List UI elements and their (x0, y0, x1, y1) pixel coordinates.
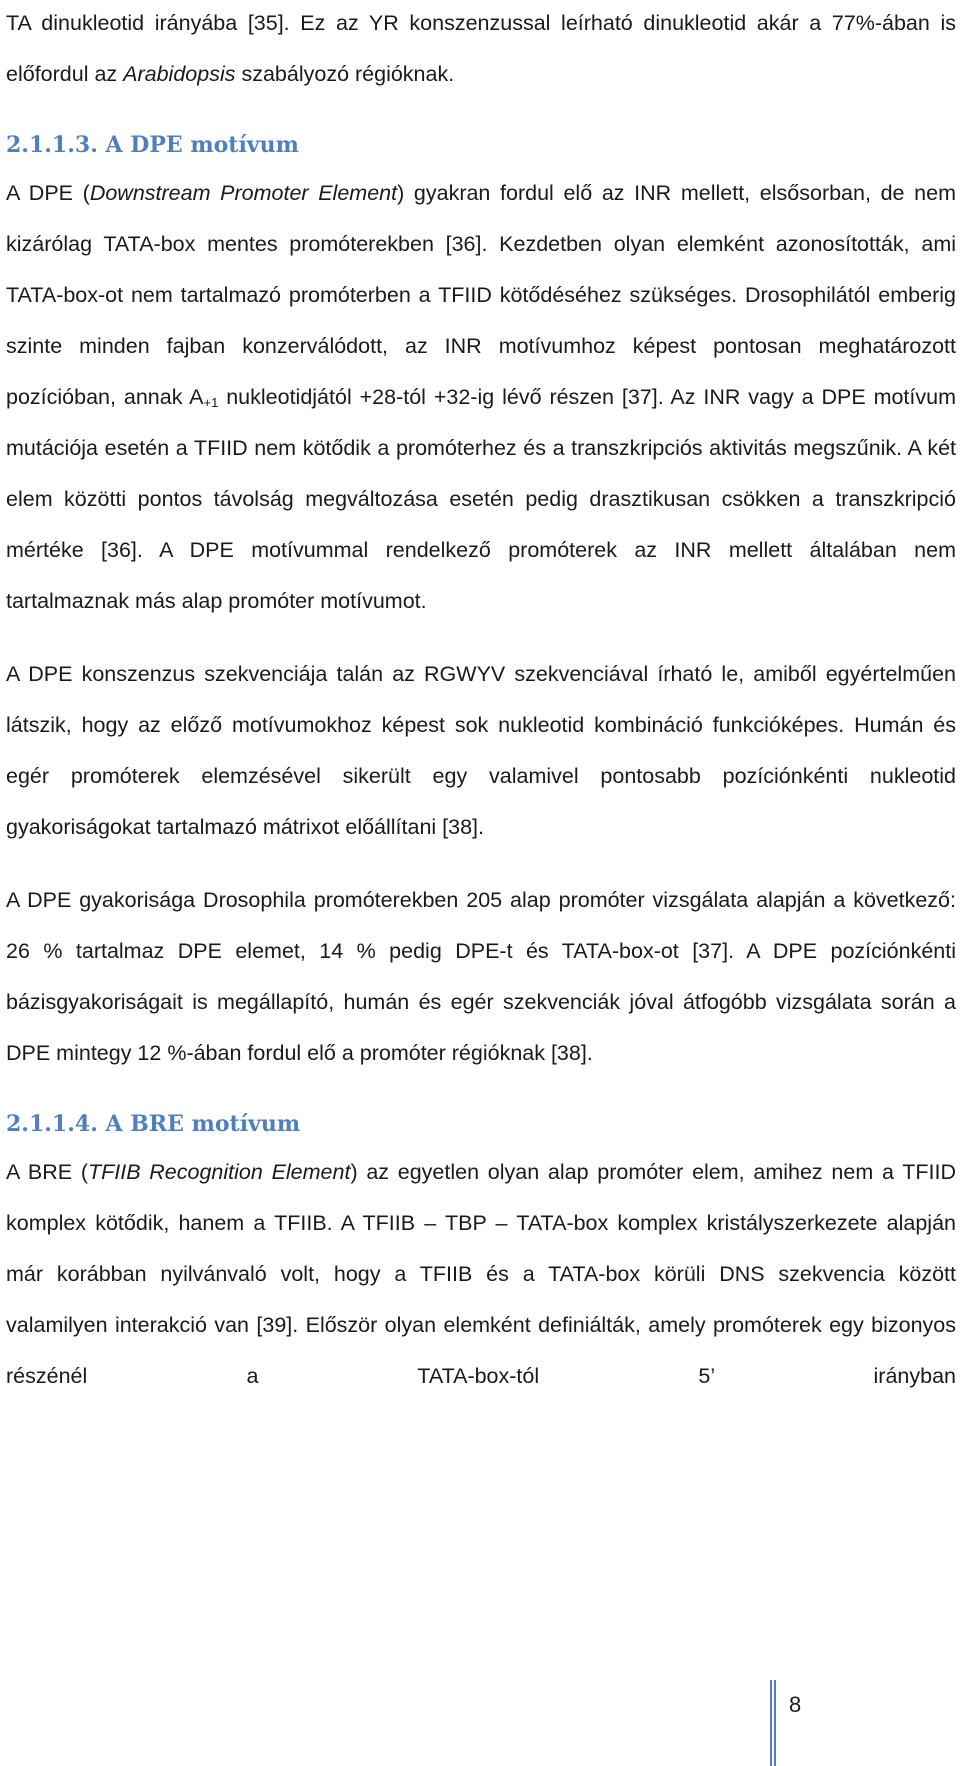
paragraph-gap (6, 627, 956, 649)
section-number: 2.1.1.4. (6, 1111, 98, 1137)
text-run: szabályozó régióknak. (235, 62, 455, 86)
paragraph-gap (6, 853, 956, 875)
text-run: TA dinukleotid irányába [35]. Ez az YR konszenzussal leírható dinukleotid akár a 77%-ában is előfordul az (6, 11, 956, 86)
italic-term: TFIIB Recognition Element (88, 1160, 351, 1184)
section-heading-bre (6, 1101, 956, 1147)
text-run: A DPE gyakorisága Drosophila promóterekben 205 alap promóter vizsgálata alapján a következő: 26 % tartalmaz DPE elemet, 14 % pedig DPE-t és TATA-box-ot [37]. A DPE pozíciónkénti bázisgyakoriságait is megállapító, humán és egér szekvenciák jóval átfogóbb vizsgálata során a DPE mintegy 12 %-ában fordul elő a promóter régióknak [38]. (6, 888, 956, 1065)
section-title: A BRE motívum (105, 1111, 301, 1137)
section-number: 2.1.1.3. (6, 132, 98, 158)
italic-term: Downstream Promoter Element (89, 181, 398, 205)
footer-rule (774, 1680, 776, 1766)
text-run: A DPE ( (6, 181, 90, 205)
paragraph-dpe-frequency (6, 875, 956, 1079)
text-run: A DPE konszenzus szekvenciája talán az RGWYV szekvenciával írható le, amiből egyértelműen látszik, hogy az előző motívumokhoz képest sok nukleotid kombináció funkcióképes. Humán és egér promóterek elemzésével sikerült egy valamivel pontosabb pozíciónkénti nukleotid gyakoriságokat tartalmazó mátrixot előállítani [38]. (6, 662, 956, 839)
text-run: ) gyakran fordul elő az INR mellett, elsősorban, de nem kizárólag TATA-box mentes promóterekben [36]. Kezdetben olyan elemként azonosították, ami TATA-box-ot nem tartalmazó promóterben a TFIID kötődéséhez szükséges. Drosophilától emberig szinte minden fajban konzerválódott, az INR motívumhoz képest pontosan meghatározott pozícióban, annak A (6, 181, 956, 409)
paragraph-dpe-consensus (6, 649, 956, 853)
page-footer (770, 1680, 830, 1766)
paragraph-intro (6, 0, 956, 100)
footer-rule (770, 1680, 772, 1766)
text-run: A BRE ( (6, 1160, 88, 1184)
italic-term: Arabidopsis (123, 62, 236, 86)
page-content (6, 0, 956, 1402)
section-heading-dpe (6, 122, 956, 168)
text-run: ) az egyetlen olyan alap promóter elem, amihez nem a TFIID komplex kötődik, hanem a TFIIB. A TFIIB – TBP – TATA-box komplex kristályszerkezete alapján már korábban nyilvánvaló volt, hogy a TFIIB és a TATA-box körüli DNS szekvencia között valamilyen interakció van [39]. Először olyan elemként definiálták, amely promóterek egy bizonyos részénél a TATA-box-tól 5’ irányban (6, 1160, 957, 1388)
subscript: +1 (203, 395, 219, 410)
paragraph-bre-definition (6, 1147, 956, 1402)
page-number: 8 (789, 1692, 802, 1717)
text-run: nukleotidjától +28-tól +32-ig lévő részen [37]. Az INR vagy a DPE motívum mutációja esetén a TFIID nem kötődik a promóterhez és a transzkripciós aktivitás megszűnik. A két elem közötti pontos távolság megváltozása esetén pedig drasztikusan csökken a transzkripció mértéke [36]. A DPE motívummal rendelkező promóterek az INR mellett általában nem tartalmaznak más alap promóter motívumot. (6, 385, 956, 613)
section-title: A DPE motívum (105, 132, 299, 158)
paragraph-dpe-definition (6, 168, 956, 627)
